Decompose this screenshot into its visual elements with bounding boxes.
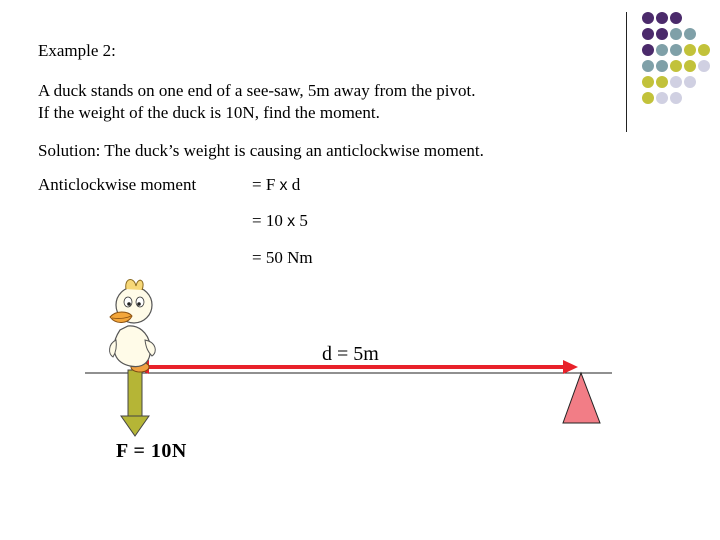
example-heading: Example 2:: [38, 41, 116, 60]
eq1-prefix: = F: [252, 175, 280, 194]
eq2-prefix: = 10: [252, 211, 288, 230]
force-label: F = 10N: [116, 440, 187, 462]
equation-line-3: = 50 Nm: [252, 248, 313, 267]
eq1-suffix: d: [287, 175, 301, 194]
duck-clipart-icon: [110, 280, 156, 372]
eq2-times: x: [287, 213, 296, 230]
force-arrow-icon: [121, 370, 149, 436]
problem-line-1: A duck stands on one end of a see-saw, 5m away from the pivot.: [38, 81, 476, 100]
eq2-suffix: 5: [295, 211, 308, 230]
pivot-triangle-icon: [563, 373, 600, 423]
equation-lhs: Anticlockwise moment: [38, 175, 197, 194]
distance-label: d = 5m: [322, 343, 379, 365]
solution-statement: Solution: The duck’s weight is causing an anticlockwise moment.: [38, 141, 484, 160]
problem-line-2: If the weight of the duck is 10N, find the moment.: [38, 103, 380, 122]
eq1-times: x: [279, 177, 288, 194]
